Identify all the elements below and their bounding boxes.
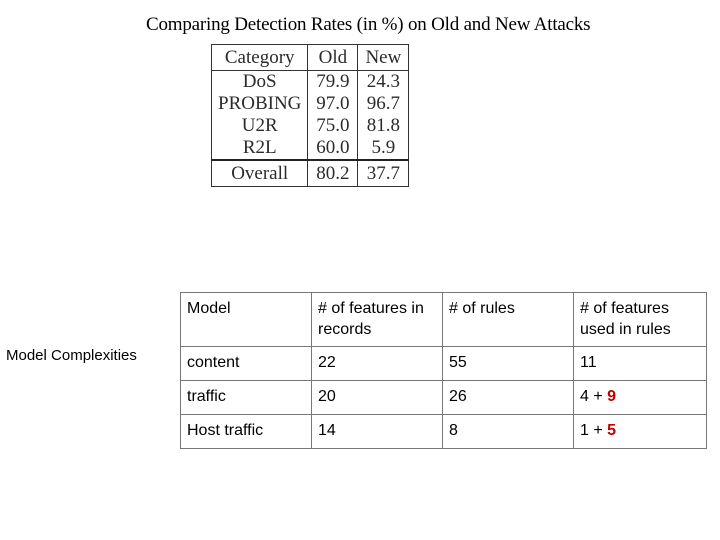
used-prefix: 1 + xyxy=(580,422,608,439)
old-cell: 97.0 xyxy=(308,93,358,115)
category-cell: PROBING xyxy=(212,93,308,115)
overall-old: 80.2 xyxy=(308,160,358,187)
header-new: New xyxy=(358,45,409,71)
overall-label: Overall xyxy=(212,160,308,187)
table-row xyxy=(181,415,707,449)
header-num-rules: # of rules xyxy=(443,293,574,347)
detection-rates-table xyxy=(211,44,409,187)
used-cell xyxy=(574,381,707,415)
category-cell: R2L xyxy=(212,137,308,160)
model-complexity-table xyxy=(180,292,707,449)
model-complexities-label: Model Complexities xyxy=(6,347,137,364)
category-cell: DoS xyxy=(212,71,308,94)
used-cell: 11 xyxy=(574,347,707,381)
table-row xyxy=(212,93,409,115)
table-row xyxy=(181,381,707,415)
table-row xyxy=(212,115,409,137)
features-cell: 22 xyxy=(312,347,443,381)
model-cell: Host traffic xyxy=(181,415,312,449)
old-cell: 75.0 xyxy=(308,115,358,137)
used-highlight: 9 xyxy=(607,388,617,405)
table-row xyxy=(181,347,707,381)
overall-new: 37.7 xyxy=(358,160,409,187)
rules-cell: 26 xyxy=(443,381,574,415)
old-cell: 60.0 xyxy=(308,137,358,160)
new-cell: 24.3 xyxy=(358,71,409,94)
table-row xyxy=(212,137,409,160)
features-cell: 20 xyxy=(312,381,443,415)
features-cell: 14 xyxy=(312,415,443,449)
old-cell: 79.9 xyxy=(308,71,358,94)
detection-table-title: Comparing Detection Rates (in %) on Old and New Attacks xyxy=(146,14,591,35)
table-row xyxy=(212,71,409,94)
header-old: Old xyxy=(308,45,358,71)
header-features-used: # of features used in rules xyxy=(574,293,707,347)
new-cell: 81.8 xyxy=(358,115,409,137)
header-category: Category xyxy=(212,45,308,71)
model-cell: traffic xyxy=(181,381,312,415)
overall-row xyxy=(212,160,409,187)
new-cell: 5.9 xyxy=(358,137,409,160)
table-header-row xyxy=(181,293,707,347)
new-cell: 96.7 xyxy=(358,93,409,115)
used-highlight: 5 xyxy=(607,422,617,439)
header-features-in-records: # of features in records xyxy=(312,293,443,347)
used-cell xyxy=(574,415,707,449)
model-cell: content xyxy=(181,347,312,381)
table-header-row xyxy=(212,45,409,71)
rules-cell: 55 xyxy=(443,347,574,381)
rules-cell: 8 xyxy=(443,415,574,449)
header-model: Model xyxy=(181,293,312,347)
used-prefix: 4 + xyxy=(580,388,608,405)
category-cell: U2R xyxy=(212,115,308,137)
